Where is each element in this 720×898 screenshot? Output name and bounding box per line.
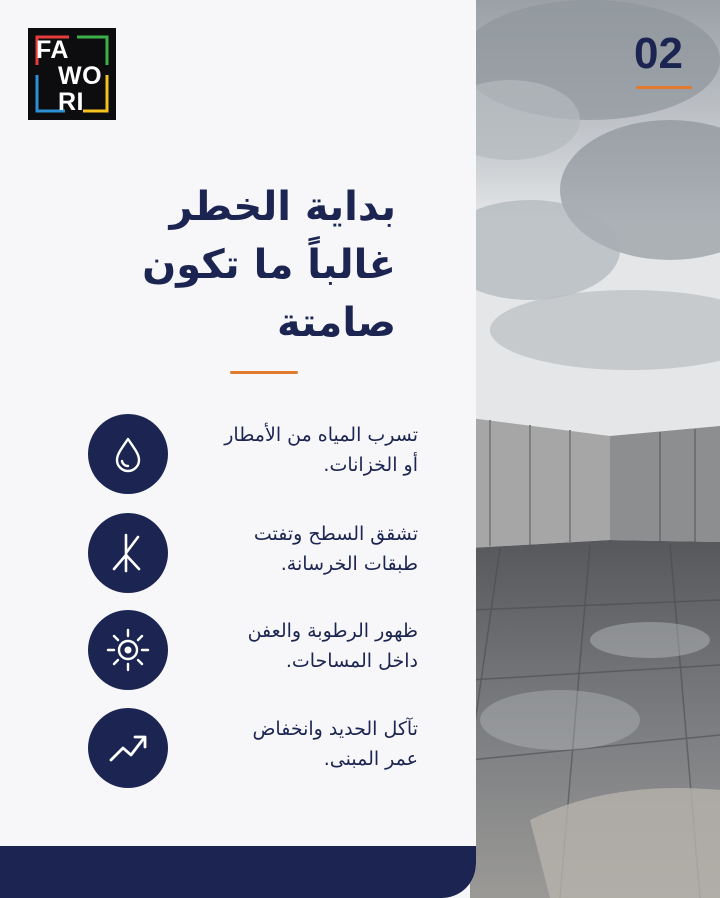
title-line-2: غالباً ما تكون bbox=[142, 242, 396, 288]
list-item-line-1: ظهور الرطوبة والعفن bbox=[247, 620, 418, 642]
page-title bbox=[60, 178, 396, 352]
brand-logo bbox=[28, 28, 116, 120]
sun-humidity-icon bbox=[88, 610, 168, 690]
list-item-line-2: داخل المساحات. bbox=[285, 650, 418, 672]
trend-up-icon bbox=[88, 708, 168, 788]
title-line-1: بداية الخطر bbox=[169, 184, 396, 230]
list-item bbox=[88, 610, 418, 694]
list-item bbox=[88, 513, 418, 597]
footer-bar bbox=[0, 846, 476, 898]
logo-text-line-3: RI bbox=[58, 88, 84, 116]
slide-number: 02 bbox=[634, 29, 683, 78]
list-item-text bbox=[188, 420, 418, 480]
list-item-line-2: عمر المبنى. bbox=[323, 748, 418, 770]
list-item bbox=[88, 414, 418, 498]
list-item bbox=[88, 708, 418, 792]
title-underline bbox=[230, 371, 298, 374]
logo-text-line-2: WO bbox=[58, 62, 103, 90]
list-item-line-1: تسرب المياه من الأمطار bbox=[224, 424, 418, 446]
list-item-text bbox=[188, 616, 418, 676]
list-item-line-1: تآكل الحديد وانخفاض bbox=[252, 718, 418, 740]
slide-number-underline bbox=[636, 86, 692, 89]
list-item-line-2: طبقات الخرسانة. bbox=[280, 553, 418, 575]
list-item-text bbox=[188, 714, 418, 774]
list-item-line-1: تشقق السطح وتفتت bbox=[253, 523, 418, 545]
list-item-text bbox=[188, 519, 418, 579]
rooftop-photo bbox=[470, 0, 720, 898]
list-item-line-2: أو الخزانات. bbox=[323, 454, 418, 476]
water-drop-icon bbox=[88, 414, 168, 494]
title-line-3: صامتة bbox=[276, 300, 396, 346]
logo-text-line-1: FA bbox=[36, 36, 69, 64]
crack-icon bbox=[88, 513, 168, 593]
